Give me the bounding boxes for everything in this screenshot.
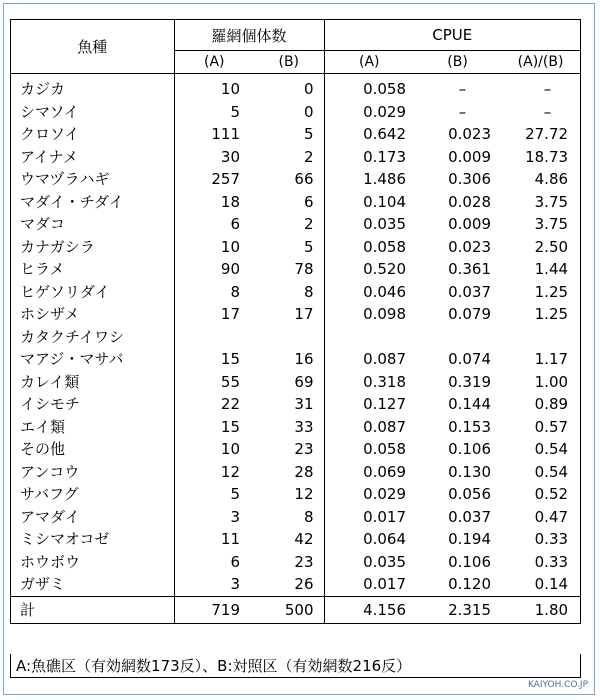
species-name: エイ類 (20, 417, 66, 436)
cpue-ratio: 4.86 (534, 170, 569, 188)
watermark: KAIYOH.CO.JP (527, 680, 588, 690)
count-a: 3 (174, 506, 254, 529)
cpue-ratio: 0.14 (534, 575, 569, 593)
count-b: 16 (294, 350, 314, 368)
cpue-a: 0.017 (324, 573, 414, 596)
table-row (11, 303, 580, 326)
data-table (11, 20, 580, 623)
cpue-b: 0.074 (448, 350, 492, 368)
cpue-a (324, 326, 414, 349)
count-b: 42 (294, 530, 314, 548)
species-name: カタクチイワシ (20, 327, 124, 346)
cpue-ratio: 0.33 (534, 552, 569, 571)
header-cpue-b: (B) (414, 51, 501, 74)
count-a: 30 (174, 146, 254, 169)
cpue-a: 0.104 (324, 191, 414, 214)
cpue-b: 0.153 (448, 417, 492, 436)
species-name: サバフグ (20, 485, 79, 503)
header-col-a: (A) (174, 51, 254, 74)
count-b: 0 (303, 102, 314, 121)
cpue-a: 1.486 (324, 168, 414, 191)
cpue-ratio: 0.54 (534, 462, 569, 481)
cpue-b: 0.056 (448, 485, 492, 503)
count-a: 10 (174, 438, 254, 461)
cpue-ratio: 0.47 (534, 507, 569, 526)
count-a: 3 (174, 573, 254, 596)
cpue-b: – (458, 102, 467, 121)
count-a: 15 (174, 416, 254, 439)
count-a: 8 (174, 281, 254, 304)
cpue-b: 0.130 (448, 462, 492, 481)
cpue-a: 0.098 (324, 303, 414, 326)
cpue-ratio: 3.75 (534, 192, 569, 211)
species-name: シマソイ (20, 102, 79, 121)
table-row (11, 326, 580, 349)
table-row (11, 416, 580, 439)
cpue-ratio: 1.25 (534, 282, 569, 301)
count-b: 12 (294, 485, 314, 503)
header-species: 魚種 (11, 20, 174, 74)
table-row (11, 551, 580, 574)
cpue-ratio: 2.50 (534, 237, 569, 256)
species-name: ヒラメ (20, 260, 65, 278)
cpue-a: 0.318 (324, 371, 414, 394)
species-name: アマダイ (20, 507, 80, 526)
count-b: 0 (303, 80, 314, 98)
species-name: イシモチ (20, 395, 81, 413)
species-name: ヒゲソリダイ (20, 282, 110, 301)
species-name: その他 (20, 440, 66, 458)
total-cpue-a: 4.156 (324, 596, 414, 623)
header-cpue: CPUE (324, 20, 580, 51)
cpue-a: 0.087 (324, 348, 414, 371)
species-name: カナガシラ (20, 237, 95, 256)
cpue-b: 0.106 (448, 440, 492, 458)
cpue-a: 0.017 (324, 506, 414, 529)
cpue-ratio: 1.25 (534, 305, 569, 323)
species-name: マダイ・チダイ (20, 192, 124, 211)
species-name: ミシマオコゼ (20, 530, 110, 548)
count-a: 55 (174, 371, 254, 394)
cpue-b: 0.009 (448, 147, 492, 166)
cpue-a: 0.127 (324, 393, 414, 416)
total-label: 計 (11, 596, 174, 623)
cpue-a: 0.087 (324, 416, 414, 439)
count-a: 5 (174, 101, 254, 124)
cpue-b: 0.106 (448, 552, 492, 571)
count-a: 257 (174, 168, 254, 191)
cpue-a: 0.029 (324, 101, 414, 124)
cpue-b: 0.120 (448, 575, 492, 593)
cpue-table (10, 19, 581, 624)
count-a (174, 326, 254, 349)
count-b: 2 (303, 147, 314, 166)
cpue-a: 0.520 (324, 258, 414, 281)
count-b: 5 (303, 125, 314, 143)
count-b: 23 (294, 440, 314, 458)
cpue-ratio: 1.17 (534, 350, 569, 368)
table-row (11, 461, 580, 484)
table-row (11, 371, 580, 394)
cpue-a: 0.035 (324, 213, 414, 236)
species-name: アイナメ (20, 147, 79, 166)
cpue-a: 0.035 (324, 551, 414, 574)
count-b: 23 (294, 552, 314, 571)
species-name: ガザミ (20, 575, 66, 593)
header-col-b: (B) (254, 51, 324, 74)
table-row (11, 213, 580, 236)
cpue-a: 0.064 (324, 528, 414, 551)
total-a: 719 (174, 596, 254, 623)
cpue-b: 0.144 (448, 395, 492, 413)
count-a: 22 (174, 393, 254, 416)
count-b: 26 (294, 575, 314, 593)
cpue-ratio: 18.73 (525, 147, 569, 166)
count-a: 11 (174, 528, 254, 551)
count-a: 12 (174, 461, 254, 484)
cpue-ratio: – (543, 80, 552, 98)
total-cpue-b: 2.315 (414, 596, 501, 623)
count-a: 15 (174, 348, 254, 371)
header-catch-count: 羅網個体数 (174, 20, 324, 51)
header-cpue-a: (A) (324, 51, 414, 74)
table-row (11, 236, 580, 259)
cpue-b: 0.319 (448, 372, 492, 391)
cpue-ratio: 0.89 (534, 395, 569, 413)
count-b: 6 (303, 192, 314, 211)
count-a: 17 (174, 303, 254, 326)
cpue-a: 0.173 (324, 146, 414, 169)
count-a: 10 (174, 236, 254, 259)
table-row (11, 101, 580, 124)
table-row (11, 258, 580, 281)
cpue-ratio (501, 326, 580, 349)
table-row (11, 74, 580, 101)
table-row (11, 393, 580, 416)
cpue-ratio: 1.44 (534, 260, 569, 278)
cpue-ratio: 27.72 (525, 125, 569, 143)
species-name: ホウボウ (20, 552, 81, 571)
count-b: 8 (303, 282, 314, 301)
table-row (11, 506, 580, 529)
table-row (11, 146, 580, 169)
table-row (11, 528, 580, 551)
cpue-b: 0.037 (448, 507, 492, 526)
count-a: 6 (174, 551, 254, 574)
table-body (11, 74, 580, 597)
cpue-b: 0.361 (448, 260, 492, 278)
table-row (11, 483, 580, 506)
cpue-ratio: 0.33 (534, 530, 569, 548)
total-ratio: 1.80 (501, 596, 580, 623)
table-row (11, 168, 580, 191)
cpue-ratio: 3.75 (534, 215, 569, 233)
count-b: 5 (303, 237, 314, 256)
table-row (11, 281, 580, 304)
count-b: 78 (294, 260, 314, 278)
species-name: ホシザメ (20, 305, 80, 323)
count-b: 28 (294, 462, 314, 481)
species-name: カレイ類 (20, 372, 80, 391)
cpue-b: 0.079 (448, 305, 492, 323)
count-b: 66 (294, 170, 314, 188)
cpue-b: – (458, 80, 467, 98)
cpue-b: 0.194 (448, 530, 492, 548)
cpue-ratio: 0.54 (534, 440, 569, 458)
species-name: マダコ (20, 215, 66, 233)
total-b: 500 (254, 596, 324, 623)
cpue-ratio: – (543, 102, 552, 121)
count-a: 90 (174, 258, 254, 281)
cpue-ratio: 0.52 (534, 485, 569, 503)
table-row (11, 438, 580, 461)
cpue-b (414, 326, 501, 349)
cpue-b: 0.023 (448, 125, 492, 143)
species-name: クロソイ (20, 125, 80, 143)
count-b: 33 (294, 417, 314, 436)
cpue-ratio: 0.57 (534, 417, 569, 436)
count-b: 17 (294, 305, 314, 323)
table-row (11, 123, 580, 146)
cpue-a: 0.058 (324, 236, 414, 259)
count-b: 31 (294, 395, 314, 413)
cpue-a: 0.642 (324, 123, 414, 146)
species-name: ウマヅラハギ (20, 170, 110, 188)
table-row (11, 191, 580, 214)
count-b: 8 (303, 507, 314, 526)
cpue-b: 0.009 (448, 215, 492, 233)
footnote: A:魚礁区（有効網数173反）、B:対照区（有効網数216反） (10, 654, 581, 678)
cpue-a: 0.046 (324, 281, 414, 304)
cpue-a: 0.058 (324, 438, 414, 461)
cpue-b: 0.023 (448, 237, 492, 256)
species-name: アンコウ (20, 462, 80, 481)
table-row (11, 573, 580, 596)
count-a: 111 (174, 123, 254, 146)
species-name: カジカ (20, 80, 66, 98)
count-b: 2 (303, 215, 314, 233)
cpue-b: 0.306 (448, 170, 492, 188)
cpue-b: 0.028 (448, 192, 492, 211)
cpue-a: 0.029 (324, 483, 414, 506)
header-ratio: (A)/(B) (501, 51, 580, 74)
count-a: 5 (174, 483, 254, 506)
count-b (254, 326, 324, 349)
count-a: 6 (174, 213, 254, 236)
count-a: 18 (174, 191, 254, 214)
count-b: 69 (294, 372, 314, 391)
species-name: マアジ・マサバ (20, 350, 124, 368)
table-row (11, 348, 580, 371)
cpue-a: 0.069 (324, 461, 414, 484)
total-row (11, 596, 580, 623)
cpue-b: 0.037 (448, 282, 492, 301)
cpue-a: 0.058 (324, 74, 414, 101)
cpue-ratio: 1.00 (534, 372, 569, 391)
count-a: 10 (174, 74, 254, 101)
